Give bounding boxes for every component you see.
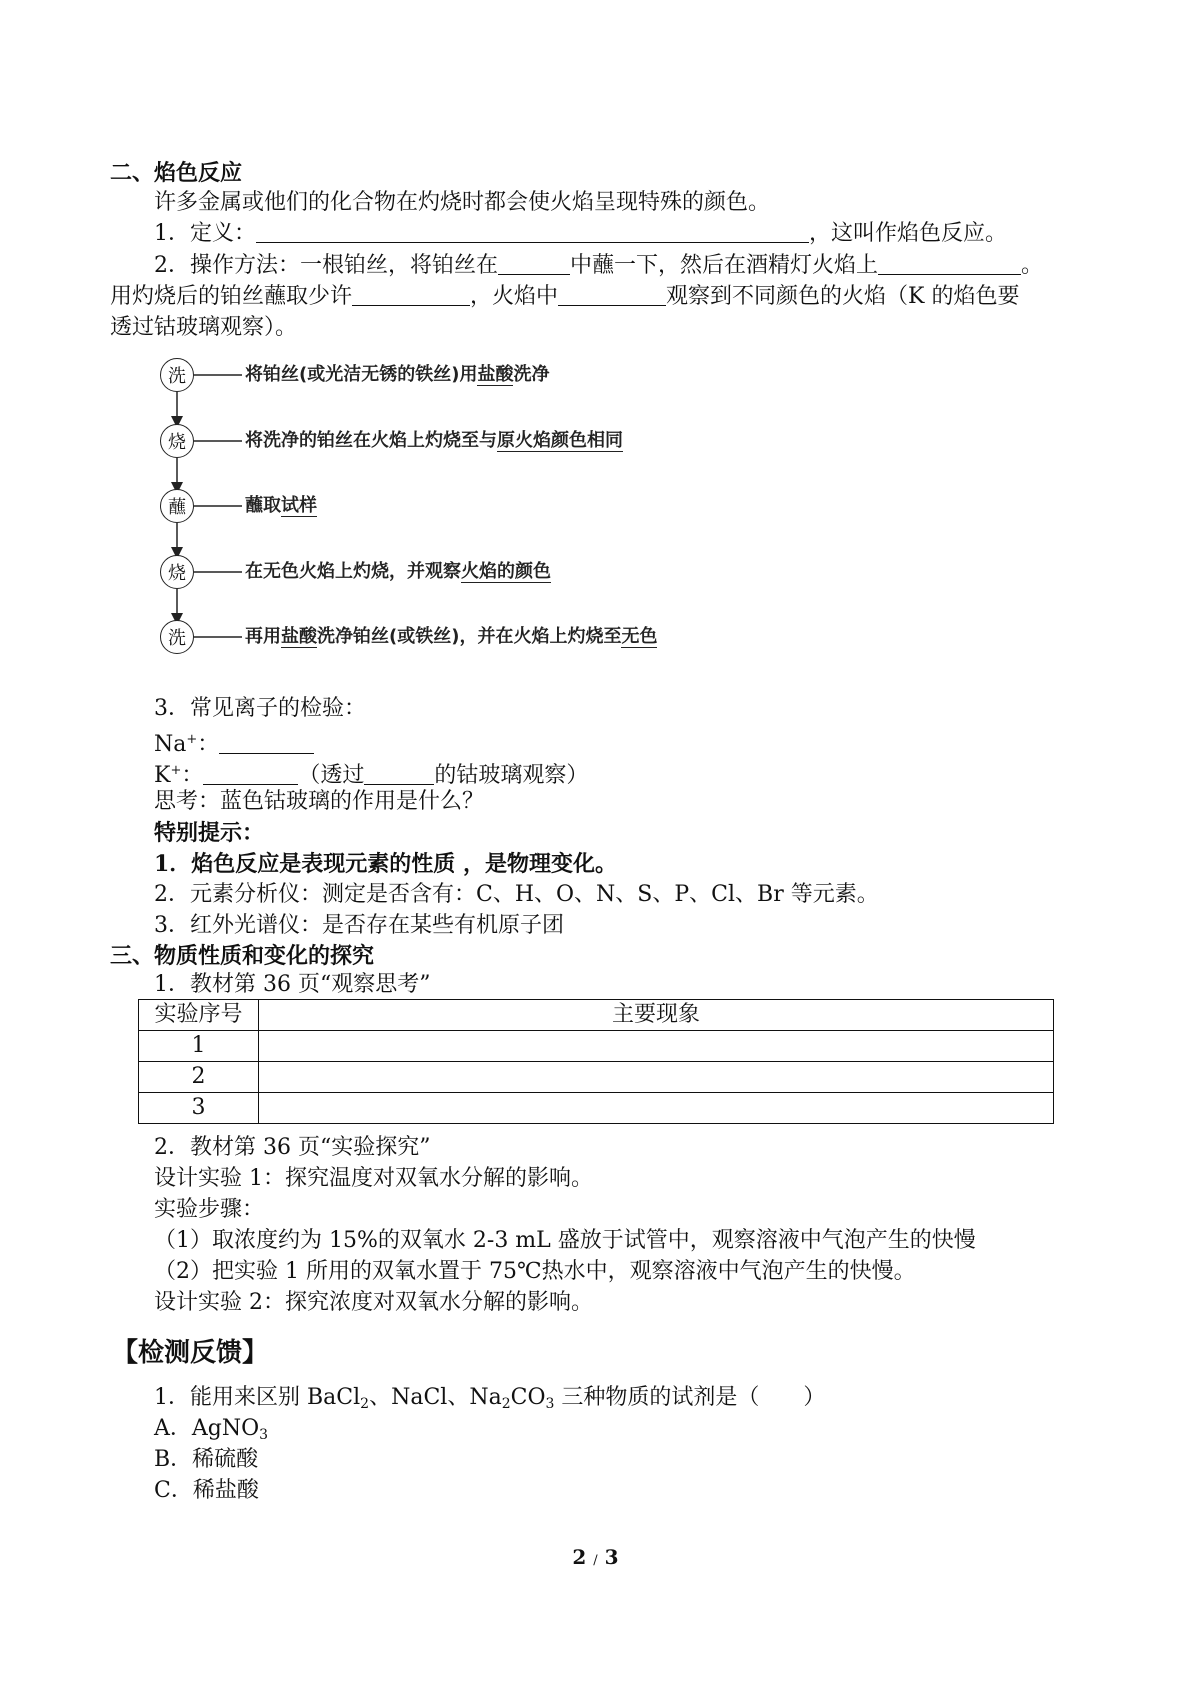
think-question: 思考：蓝色钴玻璃的作用是什么？ xyxy=(154,789,485,814)
experiment-step-1: （1）取浓度约为 15%的双氧水 2-3 mL 盛放于试管中，观察溶液中气泡产生的快慢 xyxy=(154,1228,976,1253)
k-colon: ： xyxy=(181,763,204,788)
flow-step-5-underlined: 盐酸 xyxy=(281,626,317,647)
operation-blank-1 xyxy=(498,252,570,275)
flow-node-dip: 蘸 xyxy=(160,489,194,523)
table-row xyxy=(139,1031,1054,1062)
q1-text-d: 三种物质的试剂是（ ） xyxy=(554,1385,826,1410)
q1-text-b: 、NaCl、Na xyxy=(369,1385,502,1410)
q1-text-a: 1．能用来区别 BaCl xyxy=(154,1385,361,1410)
operation-line-3: 透过钴玻璃观察）。 xyxy=(110,315,298,340)
definition-label: 1．定义： xyxy=(154,221,256,246)
flow-node-wash: 洗 xyxy=(160,358,194,392)
definition-tail: ，这叫作焰色反应。 xyxy=(809,221,1008,246)
flow-step-5-before: 再用 xyxy=(245,626,281,647)
table-cell-phenomenon[interactable] xyxy=(259,1031,1054,1062)
k-paren-b: 的钴玻璃观察） xyxy=(434,763,589,788)
table-cell-phenomenon[interactable] xyxy=(259,1062,1054,1093)
flow-step-5-text xyxy=(245,626,657,648)
k-symbol: K xyxy=(154,763,171,788)
flow-step-1-before: 将铂丝(或光洁无锈的铁丝)用 xyxy=(245,364,478,385)
na-symbol: Na xyxy=(154,732,187,757)
operation-line2-text-a: 用灼烧后的铂丝蘸取少许 xyxy=(110,284,353,309)
flow-step-1-after: 洗净 xyxy=(513,364,550,385)
k-blank xyxy=(203,762,298,785)
experiment-step-2: （2）把实验 1 所用的双氧水置于 75℃热水中，观察溶液中气泡产生的快慢。 xyxy=(154,1259,916,1284)
na-blank xyxy=(219,731,314,754)
operation-line-2 xyxy=(110,282,1019,312)
definition-line xyxy=(154,219,1007,249)
tips-title: 特别提示： xyxy=(154,820,265,846)
flow-step-5-underlined-2: 无色 xyxy=(621,626,658,647)
flow-step-3-text xyxy=(245,495,317,517)
observation-table xyxy=(138,999,1054,1124)
tip-1: 1．焰色反应是表现元素的性质 ，是物理变化。 xyxy=(154,851,617,877)
page-total: 3 xyxy=(604,1545,619,1569)
flow-step-4-before: 在无色火焰上灼烧，并观察 xyxy=(245,561,461,582)
operation-end: 。 xyxy=(1021,253,1044,278)
page-separator: / xyxy=(593,1553,598,1568)
ion-test-title: 3．常见离子的检验： xyxy=(154,696,366,721)
feedback-heading: 【检测反馈】 xyxy=(112,1338,269,1368)
q1-text-c: CO xyxy=(510,1385,546,1410)
section-title-exploration: 三、物质性质和变化的探究 xyxy=(110,943,375,969)
tip-2: 2．元素分析仪：测定是否含有：C、H、O、N、S、P、Cl、Br 等元素。 xyxy=(154,882,879,907)
operation-label: 2．操作方法：一根铂丝，将铂丝在 xyxy=(154,253,498,278)
flame-test-flow-diagram xyxy=(160,358,720,658)
operation-line2-text-b: ，火焰中 xyxy=(470,284,559,309)
table-row xyxy=(139,1093,1054,1124)
subsection-experiment-explore: 2．教材第 36 页“实验探究” xyxy=(154,1135,431,1160)
flow-connectors xyxy=(160,358,720,658)
flow-node-burn: 烧 xyxy=(160,424,194,458)
section-title-flame-test: 二、焰色反应 xyxy=(110,160,243,186)
flow-step-3-before: 蘸取 xyxy=(245,495,281,516)
q1-sub-2: 2 xyxy=(501,1396,511,1412)
k-charge: + xyxy=(170,763,182,778)
operation-blank-3 xyxy=(352,283,470,306)
q1-sub-1: 2 xyxy=(360,1396,370,1412)
page-number xyxy=(0,1545,1191,1569)
flow-node-burn-observe: 烧 xyxy=(160,555,194,589)
operation-blank-2 xyxy=(878,252,1021,275)
definition-blank xyxy=(256,220,809,243)
option-b[interactable]: B．稀硫酸 xyxy=(154,1447,259,1472)
flow-step-1-text xyxy=(245,364,549,386)
k-glass-blank xyxy=(364,762,434,785)
table-header-experiment-no: 实验序号 xyxy=(139,1000,259,1031)
table-row xyxy=(139,1062,1054,1093)
flow-step-1-underlined: 盐酸 xyxy=(477,364,514,385)
flow-step-3-underlined: 试样 xyxy=(281,495,317,516)
flow-node-wash-again: 洗 xyxy=(160,620,194,654)
na-colon: ： xyxy=(197,732,220,757)
k-paren-a: （透过 xyxy=(298,763,365,788)
operation-blank-4 xyxy=(558,283,666,306)
na-charge: + xyxy=(186,732,198,747)
tip-3: 3．红外光谱仪：是否存在某些有机原子团 xyxy=(154,913,564,938)
flow-step-4-text xyxy=(245,561,551,583)
operation-line2-text-c: 观察到不同颜色的火焰（K 的焰色要 xyxy=(666,284,1020,309)
flow-step-2-before: 将洗净的铂丝在火焰上灼烧至与 xyxy=(245,430,497,451)
table-header-phenomenon: 主要现象 xyxy=(259,1000,1054,1031)
table-header-row xyxy=(139,1000,1054,1031)
operation-mid: 中蘸一下，然后在酒精灯火焰上 xyxy=(570,253,879,278)
table-cell-no: 2 xyxy=(139,1062,259,1093)
experiment-2-design: 设计实验 2：探究浓度对双氧水分解的影响。 xyxy=(154,1290,593,1315)
flow-step-2-underlined: 原火焰颜色相同 xyxy=(497,430,623,451)
option-c[interactable]: C．稀盐酸 xyxy=(154,1478,259,1503)
option-a-sub: 3 xyxy=(259,1427,269,1443)
intro-text: 许多金属或他们的化合物在灼烧时都会使火焰呈现特殊的颜色。 xyxy=(154,190,771,215)
table-cell-phenomenon[interactable] xyxy=(259,1093,1054,1124)
table-cell-no: 1 xyxy=(139,1031,259,1062)
experiment-1-design: 设计实验 1：探究温度对双氧水分解的影响。 xyxy=(154,1166,593,1191)
flow-step-5-after: 洗净铂丝(或铁丝)，并在火焰上灼烧至 xyxy=(317,626,622,647)
q1-sub-3: 3 xyxy=(545,1396,555,1412)
flow-step-4-underlined: 火焰的颜色 xyxy=(461,561,551,582)
page-current: 2 xyxy=(572,1545,587,1569)
experiment-steps-label: 实验步骤： xyxy=(154,1197,265,1222)
table-cell-no: 3 xyxy=(139,1093,259,1124)
option-a-text: A．AgNO xyxy=(154,1416,260,1441)
flow-step-2-text xyxy=(245,430,623,452)
operation-line-1 xyxy=(154,251,1043,281)
k-test-line xyxy=(154,756,588,791)
subsection-observe-think: 1．教材第 36 页“观察思考” xyxy=(154,972,431,997)
na-test-line xyxy=(154,725,314,760)
